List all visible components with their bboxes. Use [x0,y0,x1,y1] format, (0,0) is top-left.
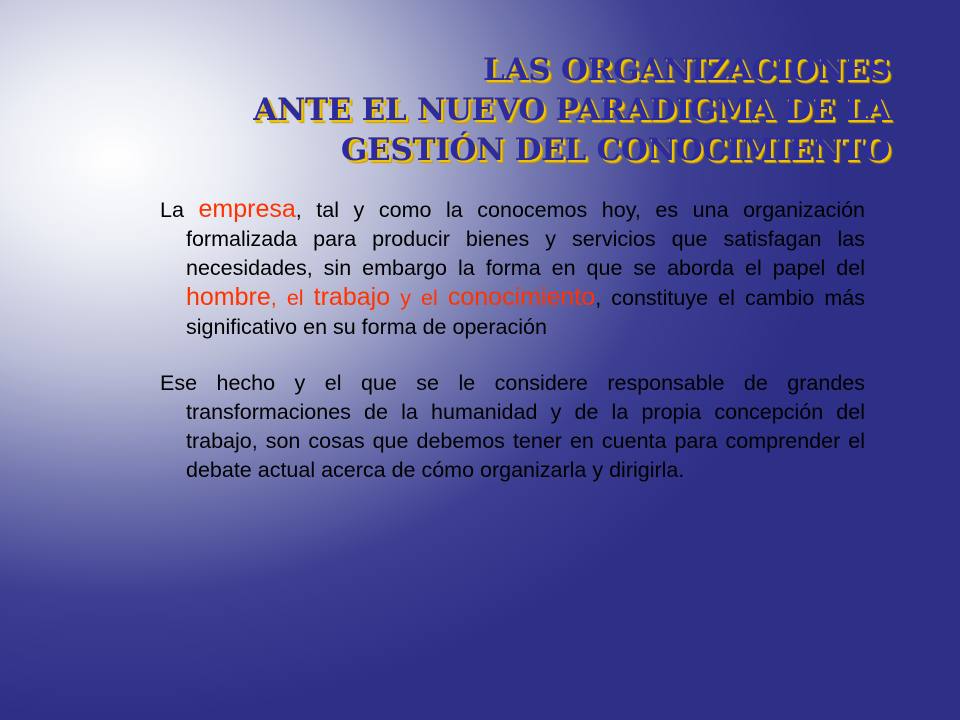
p1-text-2: , tal y como la conocemos hoy, es una organización formalizada para producir bienes y servicios que satisfagan las necesidades, sin embargo la forma en que se aborda el papel del [186,198,866,280]
highlight-trabajo: trabajo [313,283,391,311]
p1-text-1: La [160,198,199,222]
paragraph-2: Ese hecho y el que se le considere responsable de grandes transformaciones de la humanidad y de la propia concepción del trabajo, son cosas que debemos tener en cuenta para comprender el debate actual acerca de cómo organizarla y dirigirla. [160,371,865,482]
highlight-empresa: empresa [198,195,296,223]
p1-text-4: y el [390,286,448,310]
title-line-3: GESTIÓN DEL CONOCIMIENTO [340,132,890,168]
highlight-conocimiento: conocimiento [447,283,596,311]
paragraph-1 [160,195,865,342]
p1-text-5: , constituye el cambio más significativo en su forma de operación [186,286,865,339]
highlight-hombre: hombre [186,283,271,311]
p1-text-3: , el [270,286,314,310]
title-line-1: LAS ORGANIZACIONES [483,52,890,88]
slide-body [160,195,865,485]
title-line-2: ANTE EL NUEVO PARADIGMA DE LA [253,92,890,128]
slide-title [110,50,890,170]
